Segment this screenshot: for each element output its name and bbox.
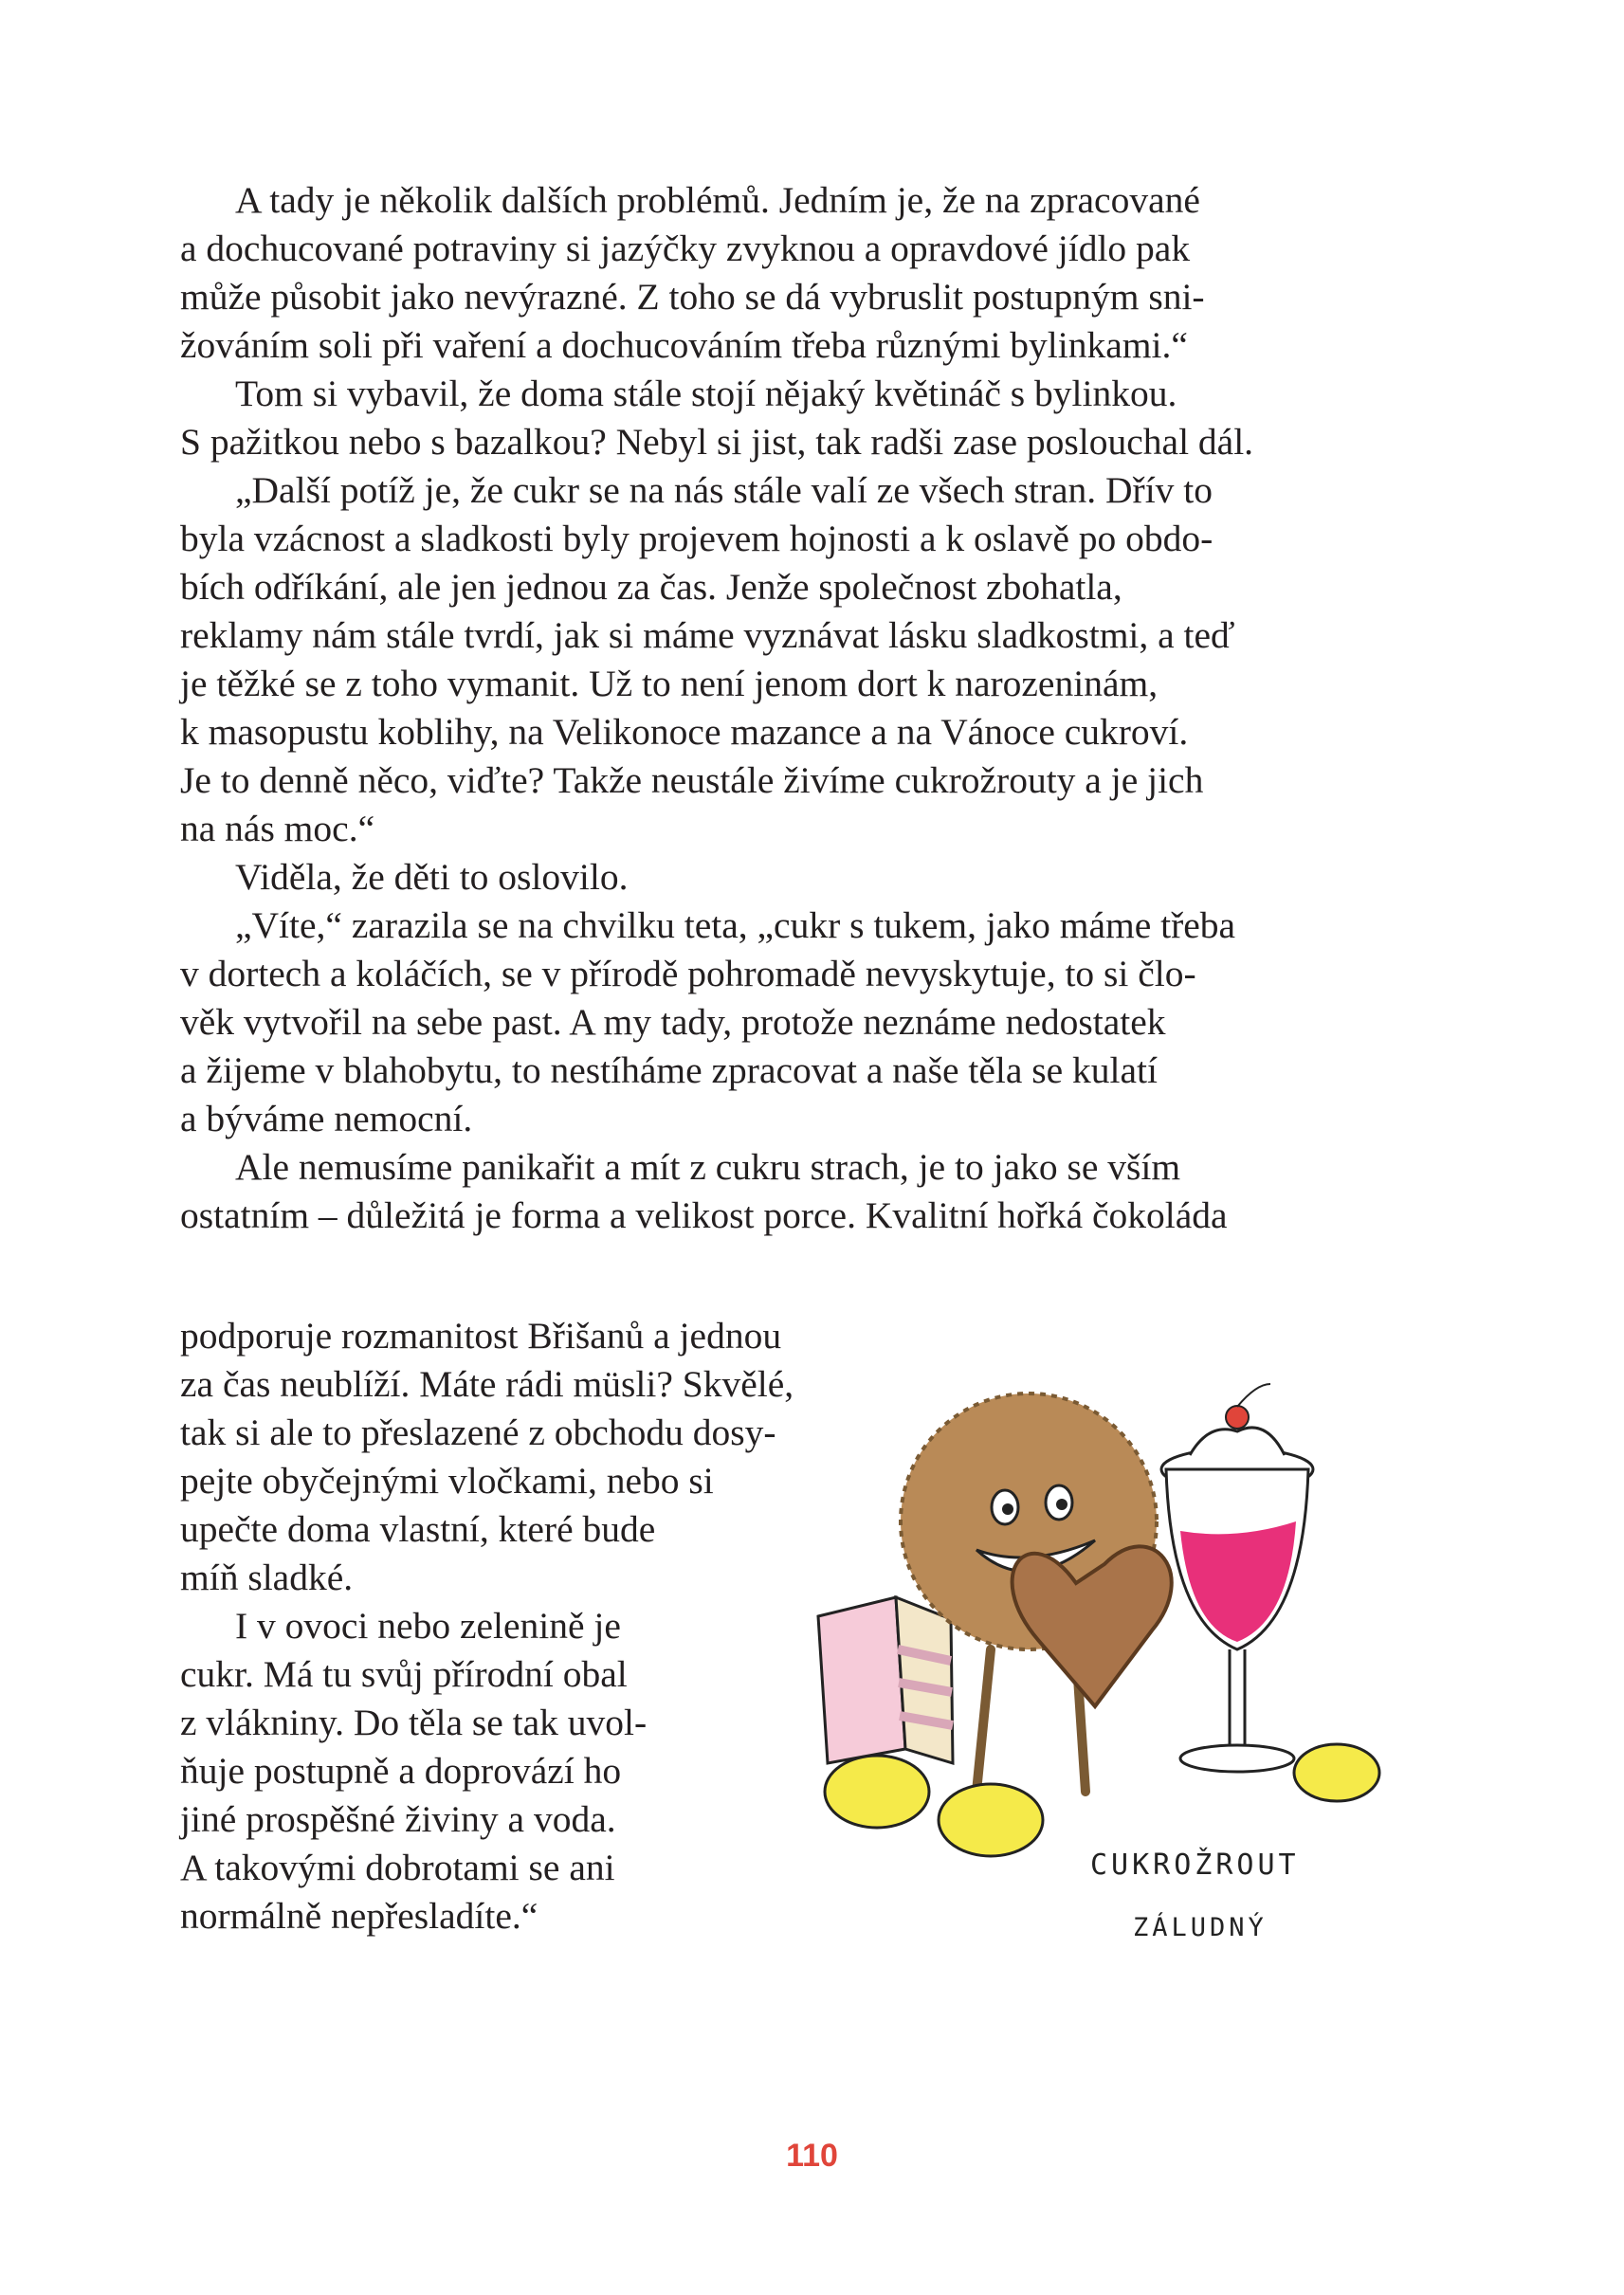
text-line: upečte doma vlastní, které bude — [180, 1508, 656, 1550]
illustration-caption-subtitle: ZÁLUDNÝ — [1133, 1913, 1268, 1942]
text-line: I v ovoci nebo zelenině je — [235, 1605, 621, 1647]
paragraph — [180, 853, 1386, 902]
text-line: a žijeme v blahobytu, to nestíháme zpracovat a naše těla se kulatí — [180, 1049, 1158, 1091]
cukrozrout-illustration — [792, 1365, 1398, 1991]
text-line: Viděla, že děti to oslovilo. — [235, 856, 629, 898]
text-line: tak si ale to přeslazené z obchodu dosy- — [180, 1412, 776, 1453]
paragraph — [180, 466, 1386, 853]
text-line: míň sladké. — [180, 1557, 354, 1598]
text-line: k masopustu koblihy, na Velikonoce mazance a na Vánoce cukroví. — [180, 711, 1189, 753]
text-line: žováním soli při vaření a dochucováním třeba různými bylinkami.“ — [180, 324, 1188, 366]
text-line: bích odříkání, ale jen jednou za čas. Jenže společnost zbohatla, — [180, 566, 1122, 608]
text-line: normálně nepřesladíte.“ — [180, 1895, 538, 1937]
paragraph — [180, 902, 1386, 1143]
text-line: byla vzácnost a sladkosti byly projevem hojnosti a k oslavě po obdo- — [180, 518, 1213, 559]
text-line: Ale nemusíme panikařit a mít z cukru strach, je to jako se vším — [235, 1146, 1181, 1188]
paragraph — [180, 1143, 1386, 1240]
text-line: ostatním – důležitá je forma a velikost porce. Kvalitní hořká čokoláda — [180, 1194, 1228, 1236]
paragraph — [180, 176, 1386, 370]
text-line: pejte obyčejnými vločkami, nebo si — [180, 1460, 714, 1502]
heart-cookie — [1013, 1546, 1172, 1706]
text-line: Je to denně něco, viďte? Takže neustále živíme cukrožrouty a je jich — [180, 759, 1204, 801]
text-line: Tom si vybavil, že doma stále stojí nějaký květináč s bylinkou. — [235, 373, 1177, 414]
text-line: a dochucované potraviny si jazýčky zvyknou a opravdové jídlo pak — [180, 228, 1191, 269]
text-line: v dortech a koláčích, se v přírodě pohromadě nevyskytuje, to si člo- — [180, 953, 1196, 994]
paragraph — [180, 370, 1386, 466]
text-line: věk vytvořil na sebe past. A my tady, protože neznáme nedostatek — [180, 1001, 1166, 1043]
text-line: je těžké se z toho vymanit. Už to není jenom dort k narozeninám, — [180, 663, 1159, 704]
text-line: jiné prospěšné živiny a voda. — [180, 1798, 616, 1840]
text-line: „Další potíž je, že cukr se na nás stále valí ze všech stran. Dřív to — [235, 469, 1213, 511]
text-line: A tady je několik dalších problémů. Jedním je, že na zpracované — [235, 179, 1200, 221]
illustration-caption-title: CUKROŽROUT — [1090, 1849, 1300, 1882]
text-line: může působit jako nevýrazné. Z toho se dá vybruslit postupným sni- — [180, 276, 1205, 318]
text-line: ňuje postupně a doprovází ho — [180, 1750, 622, 1792]
text-line: z vlákniny. Do těla se tak uvol- — [180, 1702, 648, 1743]
candies — [825, 1744, 1379, 1856]
page-number: 110 — [786, 2138, 838, 2174]
text-line: „Víte,“ zarazila se na chvilku teta, „cukr s tukem, jako máme třeba — [235, 904, 1236, 946]
text-line: za čas neublíží. Máte rádi müsli? Skvělé, — [180, 1363, 794, 1405]
text-line: na nás moc.“ — [180, 808, 375, 849]
text-line: reklamy nám stále tvrdí, jak si máme vyznávat lásku sladkostmi, a teď — [180, 614, 1235, 656]
text-line: A takovými dobrotami se ani — [180, 1847, 615, 1888]
main-text — [180, 176, 1386, 1240]
text-line: a býváme nemocní. — [180, 1098, 473, 1139]
text-line: S pažitkou nebo s bazalkou? Nebyl si jist, tak radši zase poslouchal dál. — [180, 421, 1254, 463]
cake-slice — [818, 1597, 953, 1763]
text-line: podporuje rozmanitost Břišanů a jednou — [180, 1315, 782, 1357]
text-line: cukr. Má tu svůj přírodní obal — [180, 1653, 628, 1695]
sundae-glass — [1161, 1384, 1313, 1772]
